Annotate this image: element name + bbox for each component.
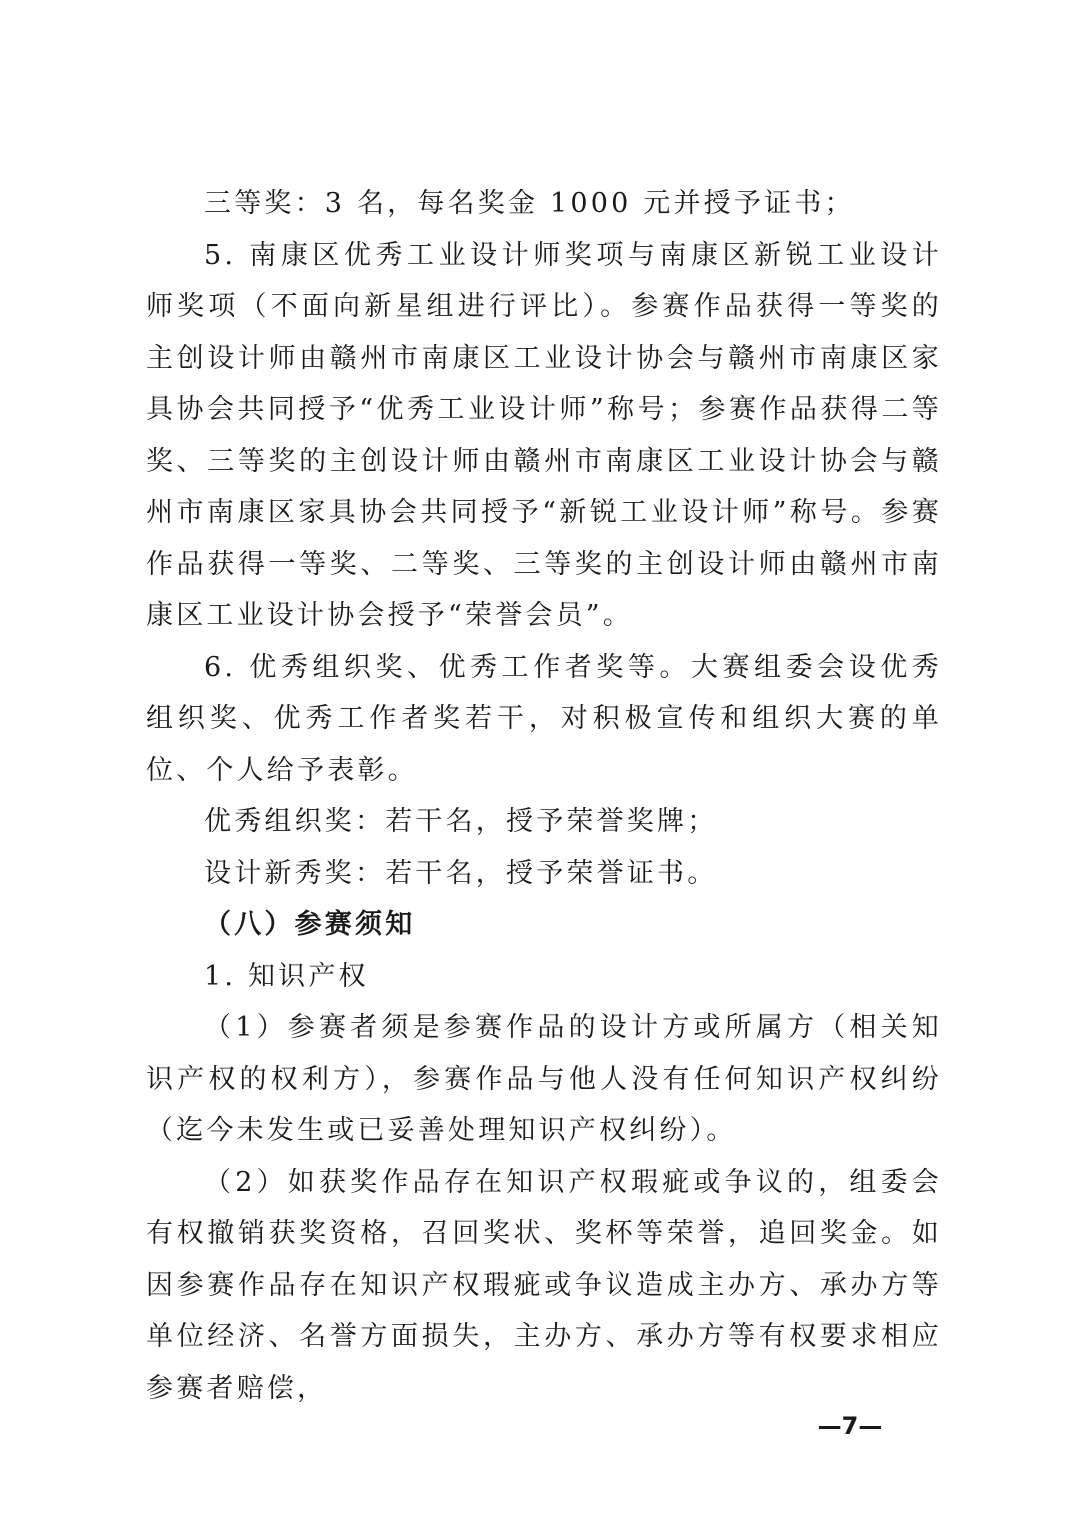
section-heading-participation-notice: （八）参赛须知 — [204, 909, 416, 940]
paragraph-newcomer-award: 设计新秀奖：若干名，授予荣誉证书。 — [204, 857, 718, 889]
subheading-intellectual-property: 1. 知识产权 — [204, 960, 369, 992]
page-number: —7— — [817, 1412, 883, 1440]
document-body — [146, 178, 942, 1414]
paragraph-item-6-organization-awards: 6. 优秀组织奖、优秀工作者奖等。大赛组委会设优秀组织奖、优秀工作者奖若干，对积极宣传和组织大赛的单位、个人给予表彰。 — [146, 651, 942, 786]
paragraph-ip-clause-2: （2）如获奖作品存在知识产权瑕疵或争议的，组委会有权撤销获奖资格，召回奖状、奖杯等荣誉，追回奖金。如因参赛作品存在知识产权瑕疵或争议造成主办方、承办方等单位经济、名誉方面损失，主办方、承办方等有权要求相应参赛者赔偿， — [146, 1166, 942, 1404]
paragraph-third-prize: 三等奖：3 名，每名奖金 1000 元并授予证书； — [204, 188, 855, 219]
paragraph-ip-clause-1: （1）参赛者须是参赛作品的设计方或所属方（相关知识产权的权利方），参赛作品与他人没有任何知识产权纠纷（迄今未发生或已妥善处理知识产权纠纷）。 — [146, 1012, 942, 1146]
paragraph-item-5-designer-awards: 5. 南康区优秀工业设计师奖项与南康区新锐工业设计师奖项（不面向新星组进行评比）。参赛作品获得一等奖的主创设计师由赣州市南康区工业设计协会与赣州市南康区家具协会共同授予“优秀工业设计师”称号；参赛作品获得二等奖、三等奖的主创设计师由赣州市南康区工业设计协会与赣州市南康区家具协会共同授予“新锐工业设计师”称号。参赛作品获得一等奖、二等奖、三等奖的主创设计师由赣州市南康区工业设计协会授予“荣誉会员”。 — [146, 239, 942, 631]
paragraph-organization-award: 优秀组织奖：若干名，授予荣誉奖牌； — [204, 806, 718, 837]
